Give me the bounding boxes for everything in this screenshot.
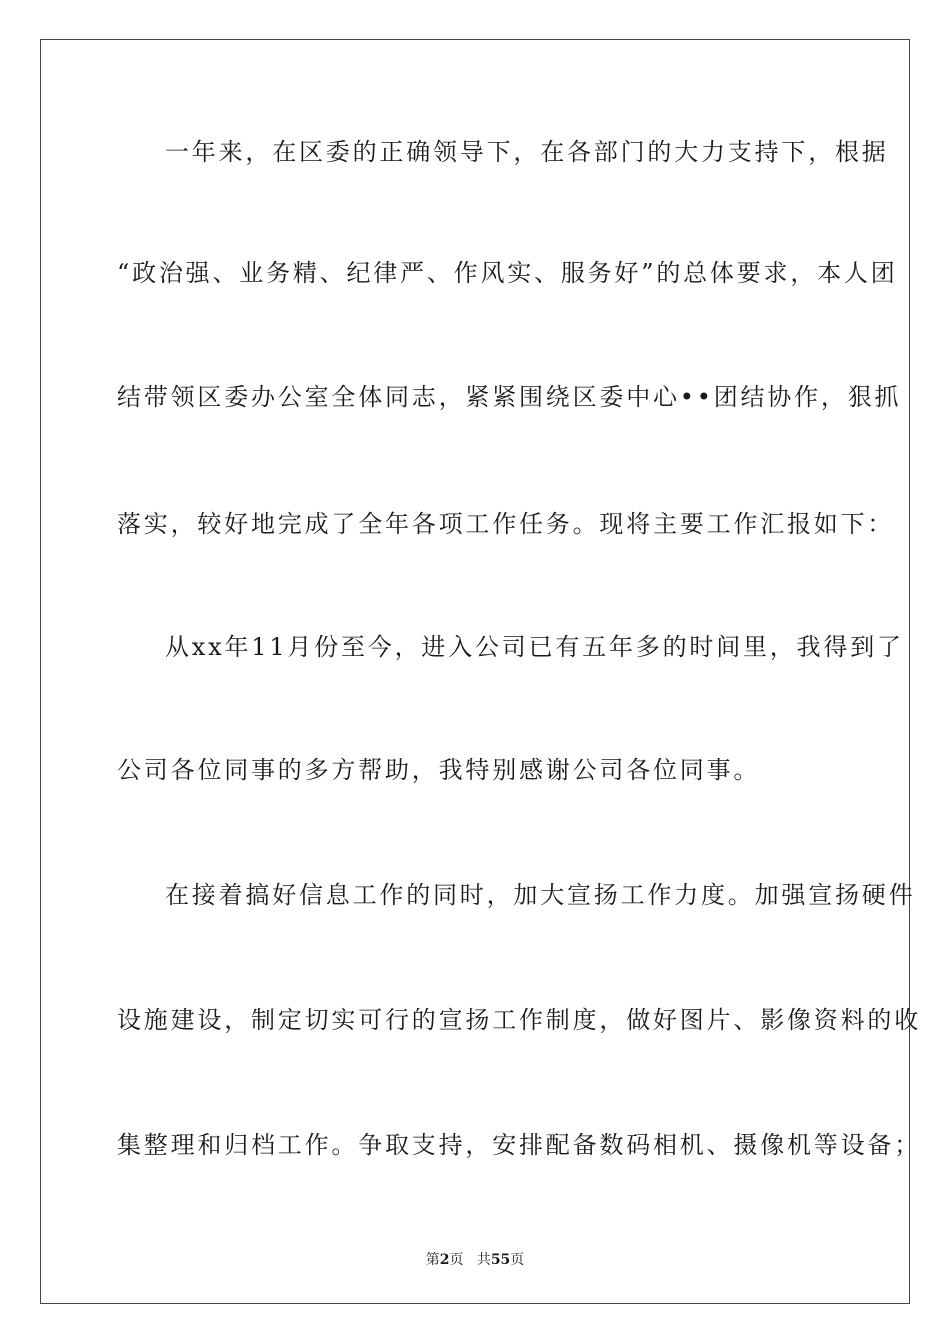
footer-total-prefix: 共	[476, 1252, 491, 1268]
paragraph-2-line-1: 从xx年11月份至今，进入公司已有五年多的时间里，我得到了	[165, 633, 904, 661]
paragraph-3-line-2: 设施建设，制定切实可行的宣扬工作制度，做好图片、影像资料的收	[117, 1006, 921, 1034]
paragraph-1-line-1: 一年来，在区委的正确领导下，在各部门的大力支持下，根据	[165, 138, 889, 166]
footer-page-unit: 页	[449, 1252, 464, 1268]
total-pages-number: 55	[490, 1252, 511, 1268]
footer-total-unit: 页	[510, 1252, 525, 1268]
footer-prefix: 第	[425, 1252, 440, 1268]
paragraph-3-line-3: 集整理和归档工作。争取支持，安排配备数码相机、摄像机等设备；	[117, 1131, 921, 1159]
current-page-number: 2	[439, 1252, 450, 1268]
paragraph-1-line-3: 结带领区委办公室全体同志，紧紧围绕区委中心••团结协作，狠抓	[117, 383, 902, 411]
paragraph-1-line-2: “政治强、业务精、纪律严、作风实、服务好”的总体要求，本人团	[117, 259, 898, 287]
paragraph-3-line-1: 在接着搞好信息工作的同时，加大宣扬工作力度。加强宣扬硬件	[165, 881, 916, 909]
paragraph-1-line-4: 落实，较好地完成了全年各项工作任务。现将主要工作汇报如下：	[117, 510, 895, 538]
page-number-footer	[0, 1249, 950, 1269]
page-border	[40, 39, 910, 1304]
paragraph-2-line-2: 公司各位同事的多方帮助，我特别感谢公司各位同事。	[117, 756, 761, 784]
